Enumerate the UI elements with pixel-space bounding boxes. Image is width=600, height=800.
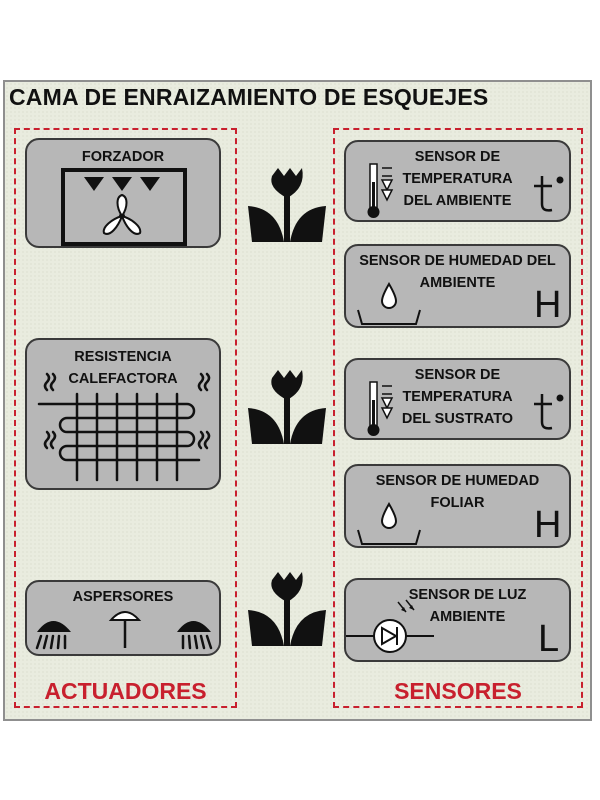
sensor-temp-ambiente-box xyxy=(344,140,571,222)
temperature-symbol-icon xyxy=(532,172,566,216)
sensor-luz-box xyxy=(344,578,571,662)
aspersores-box xyxy=(25,580,221,656)
sensor-hum-foliar-label: SENSOR DE HUMEDAD FOLIAR xyxy=(375,473,540,511)
tulip-icon-bottom xyxy=(248,572,326,648)
light-symbol: L xyxy=(538,618,560,660)
diagram-title: CAMA DE ENRAIZAMIENTO DE ESQUEJES xyxy=(9,84,489,110)
sprinkler-icon-right xyxy=(173,610,215,652)
sensor-hum-ambiente-box xyxy=(344,244,571,328)
sensor-luz-label: SENSOR DE LUZ AMBIENTE xyxy=(408,587,527,625)
temperature-symbol-icon xyxy=(532,390,566,434)
sprinkler-icon-left xyxy=(33,610,75,652)
tulip-icon-top xyxy=(248,168,326,244)
nozzle-icon xyxy=(107,604,143,652)
forzador-box xyxy=(25,138,221,248)
water-drop-tray-icon xyxy=(354,276,424,326)
sensor-hum-ambiente-label: SENSOR DE HUMEDAD DEL AMBIENTE xyxy=(359,253,556,291)
heater-coil-icon xyxy=(37,368,213,486)
resistencia-box xyxy=(25,338,221,490)
thermometer-icon xyxy=(360,380,396,438)
humidity-symbol: H xyxy=(534,504,562,546)
sensor-temp-ambiente-label: SENSOR DE TEMPERATURA DEL AMBIENTE xyxy=(402,149,513,209)
tulip-icon-middle xyxy=(248,370,326,446)
humidity-symbol: H xyxy=(534,284,562,326)
actuators-group-label: ACTUADORES xyxy=(44,678,207,704)
sensor-temp-sustrato-label: SENSOR DE TEMPERATURA DEL SUSTRATO xyxy=(401,367,514,427)
sensor-hum-foliar-box xyxy=(344,464,571,548)
resistencia-label: RESISTENCIA CALEFACTORA xyxy=(68,349,178,387)
thermometer-icon xyxy=(360,162,396,220)
photodiode-icon xyxy=(346,598,436,654)
forzador-label: FORZADOR xyxy=(81,149,165,165)
water-drop-tray-icon xyxy=(354,496,424,546)
fan-icon xyxy=(60,167,188,247)
sensors-group-label: SENSORES xyxy=(394,678,522,704)
sensor-temp-sustrato-box xyxy=(344,358,571,440)
aspersores-label: ASPERSORES xyxy=(72,589,174,605)
